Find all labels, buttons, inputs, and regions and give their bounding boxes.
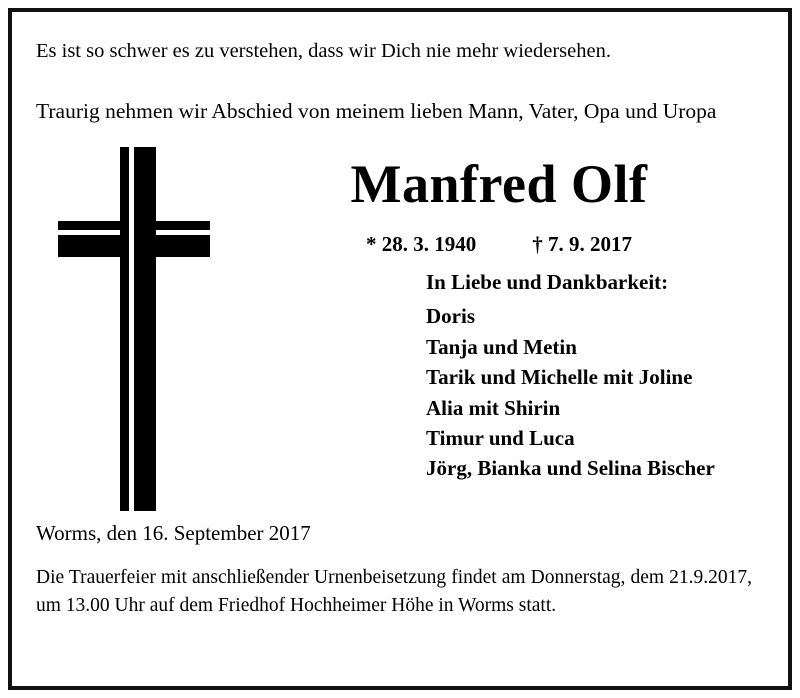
deceased-name: Manfred Olf: [350, 153, 648, 214]
notice-content: [36, 22, 772, 678]
mourner-item: Alia mit Shirin: [426, 395, 561, 420]
mourners-heading: In Liebe und Dankbarkeit:: [426, 269, 669, 294]
life-dates: [216, 214, 772, 257]
mourner-item: Tanja und Metin: [426, 334, 577, 359]
mourner-item: Doris: [426, 304, 475, 329]
cross-symbol-wrap: [46, 145, 221, 513]
place-and-date: Worms, den 16. September 2017: [36, 520, 311, 545]
quote-line: Es ist so schwer es zu verstehen, dass wir Dich nie mehr wiedersehen.: [36, 40, 611, 62]
ceremony-details: Die Trauerfeier mit anschließender Urnenbeisetzung findet am Donnerstag, dem 21.9.2017, um 13.00 Uhr auf dem Friedhof Hochheimer Höhe in Worms statt.: [36, 566, 752, 617]
birth-date: * 28. 3. 1940: [366, 232, 477, 257]
death-date: † 7. 9. 2017: [532, 232, 632, 257]
mourner-item: Timur und Luca: [426, 426, 575, 451]
cross-icon: [46, 145, 221, 513]
main-area: [36, 145, 772, 513]
mourner-item: Tarik und Michelle mit Joline: [426, 365, 693, 390]
mourners-block: [426, 267, 772, 484]
intro-text: Traurig nehmen wir Abschied von meinem lieben Mann, Vater, Opa und Uropa: [36, 98, 717, 123]
mourner-item: Jörg, Bianka und Selina Bischer: [426, 456, 715, 481]
name-block: [216, 155, 772, 257]
